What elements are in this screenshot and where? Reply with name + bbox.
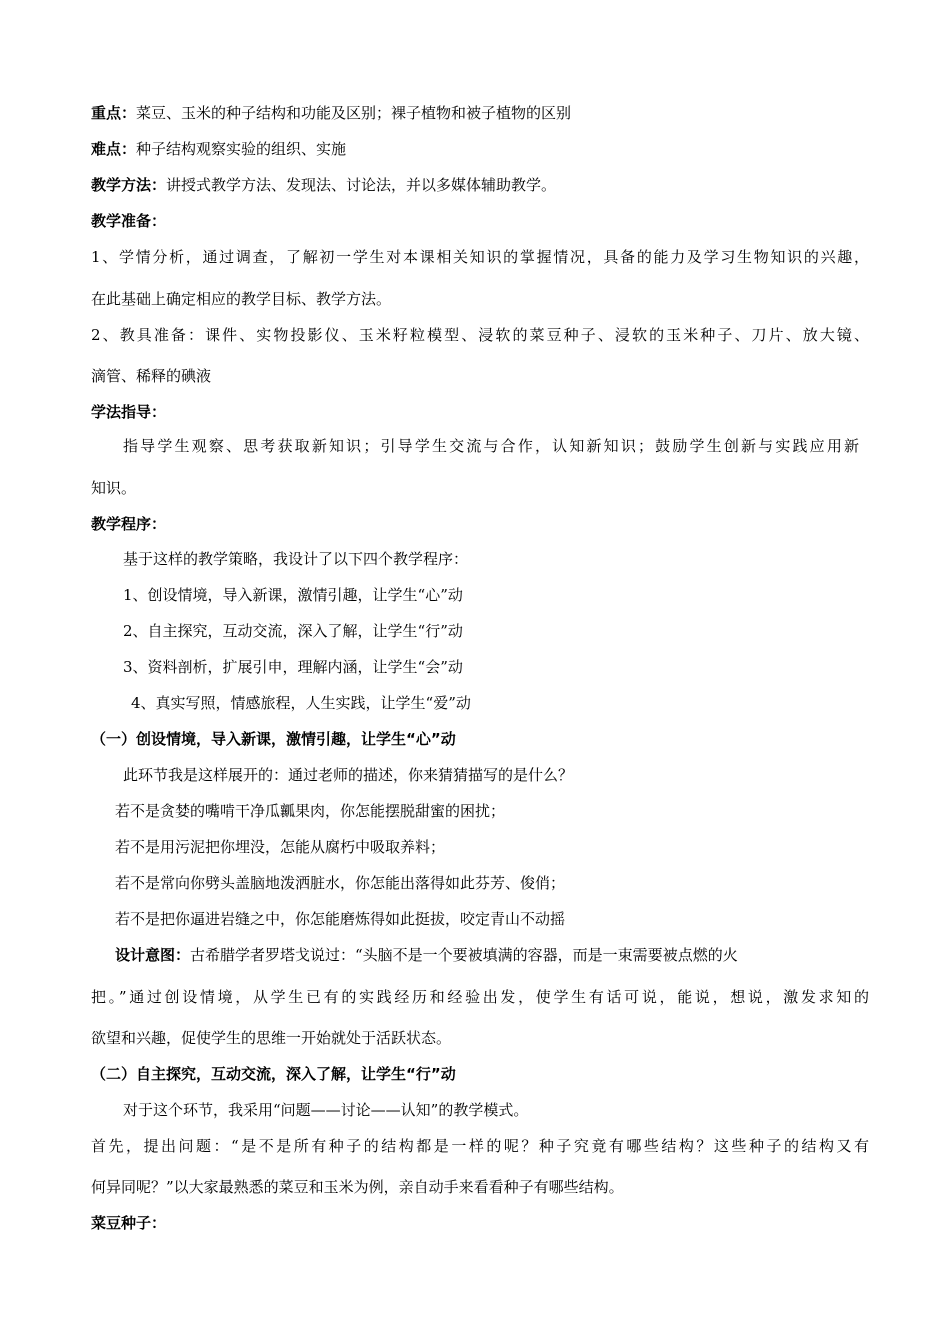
procedure-step-3: 3、资料剖析，扩展引申，理解内涵，让学生“会”动	[123, 658, 463, 676]
design-intent-line1	[115, 945, 869, 965]
study-guidance-line1: 指导学生观察、思考获取新知识；引导学生交流与合作，认知新知识；鼓励学生创新与实践应用新	[123, 437, 859, 455]
study-guidance-line2: 知识。	[91, 479, 137, 497]
section2-intro: 对于这个环节，我采用“问题——讨论——认知”的教学模式。	[123, 1101, 529, 1119]
procedure-heading: 教学程序：	[91, 515, 167, 533]
difficulties-text: 种子结构观察实验的组织、实施	[136, 140, 347, 158]
section2-line2: 何异同呢？”以大家最熟悉的菜豆和玉米为例，亲自动手来看看种子有哪些结构。	[91, 1178, 624, 1196]
design-intent-line3: 欲望和兴趣，促使学生的思维一开始就处于活跃状态。	[91, 1029, 452, 1047]
bean-seed-heading: 菜豆种子：	[91, 1214, 167, 1232]
key-points-line	[91, 103, 571, 123]
difficulties-label: 难点：	[91, 140, 137, 158]
preparation-item1-line2: 在此基础上确定相应的教学目标、教学方法。	[91, 290, 392, 308]
riddle-line-4: 若不是把你逼进岩缝之中，你怎能磨炼得如此挺拔，咬定青山不动摇	[115, 910, 566, 928]
riddle-line-1: 若不是贪婪的嘴啃干净瓜瓤果肉，你怎能摆脱甜蜜的困扰；	[115, 802, 506, 820]
section1-heading: （一）创设情境，导入新课，激情引趣，让学生“心”动	[91, 730, 456, 748]
key-points-label: 重点：	[91, 104, 137, 122]
design-intent-text: 古希腊学者罗塔戈说过：“头脑不是一个要被填满的容器，而是一束需要被点燃的火	[190, 946, 738, 964]
section2-line1: 首先，提出问题：“是不是所有种子的结构都是一样的呢？种子究竟有哪些结构？这些种子的结构又有	[91, 1137, 869, 1155]
preparation-item2-line1: 2、教具准备：课件、实物投影仪、玉米籽粒模型、浸软的菜豆种子、浸软的玉米种子、刀片、放大镜、	[91, 326, 869, 344]
preparation-heading: 教学准备：	[91, 212, 167, 230]
riddle-line-3: 若不是常向你劈头盖脑地泼洒脏水，你怎能出落得如此芬芳、俊俏；	[115, 874, 566, 892]
key-points-text: 菜豆、玉米的种子结构和功能及区别；裸子植物和被子植物的区别	[136, 104, 572, 122]
teaching-method-text: 讲授式教学方法、发现法、讨论法，并以多媒体辅助教学。	[166, 176, 557, 194]
riddle-line-2: 若不是用污泥把你埋没，怎能从腐朽中吸取养料；	[115, 838, 446, 856]
procedure-intro: 基于这样的教学策略，我设计了以下四个教学程序：	[123, 550, 469, 568]
procedure-step-4: 4、真实写照，情感旅程，人生实践，让学生“爱”动	[131, 694, 471, 712]
section1-intro: 此环节我是这样展开的：通过老师的描述，你来猜猜描写的是什么？	[123, 766, 574, 784]
teaching-method-line	[91, 175, 556, 195]
design-intent-label: 设计意图：	[115, 946, 191, 964]
teaching-method-label: 教学方法：	[91, 176, 167, 194]
design-intent-line2: 把。”通过创设情境，从学生已有的实践经历和经验出发，使学生有话可说，能说，想说，激发求知的	[91, 988, 869, 1006]
procedure-step-1: 1、创设情境，导入新课，激情引趣，让学生“心”动	[123, 586, 463, 604]
preparation-item1-line1: 1、学情分析，通过调查，了解初一学生对本课相关知识的掌握情况，具备的能力及学习生物知识的兴趣，	[91, 248, 869, 266]
preparation-item2-line2: 滴管、稀释的碘液	[91, 367, 212, 385]
procedure-step-2: 2、自主探究，互动交流，深入了解，让学生“行”动	[123, 622, 463, 640]
difficulties-line	[91, 139, 346, 159]
section2-heading: （二）自主探究，互动交流，深入了解，让学生“行”动	[91, 1065, 456, 1083]
study-guidance-heading: 学法指导：	[91, 403, 167, 421]
